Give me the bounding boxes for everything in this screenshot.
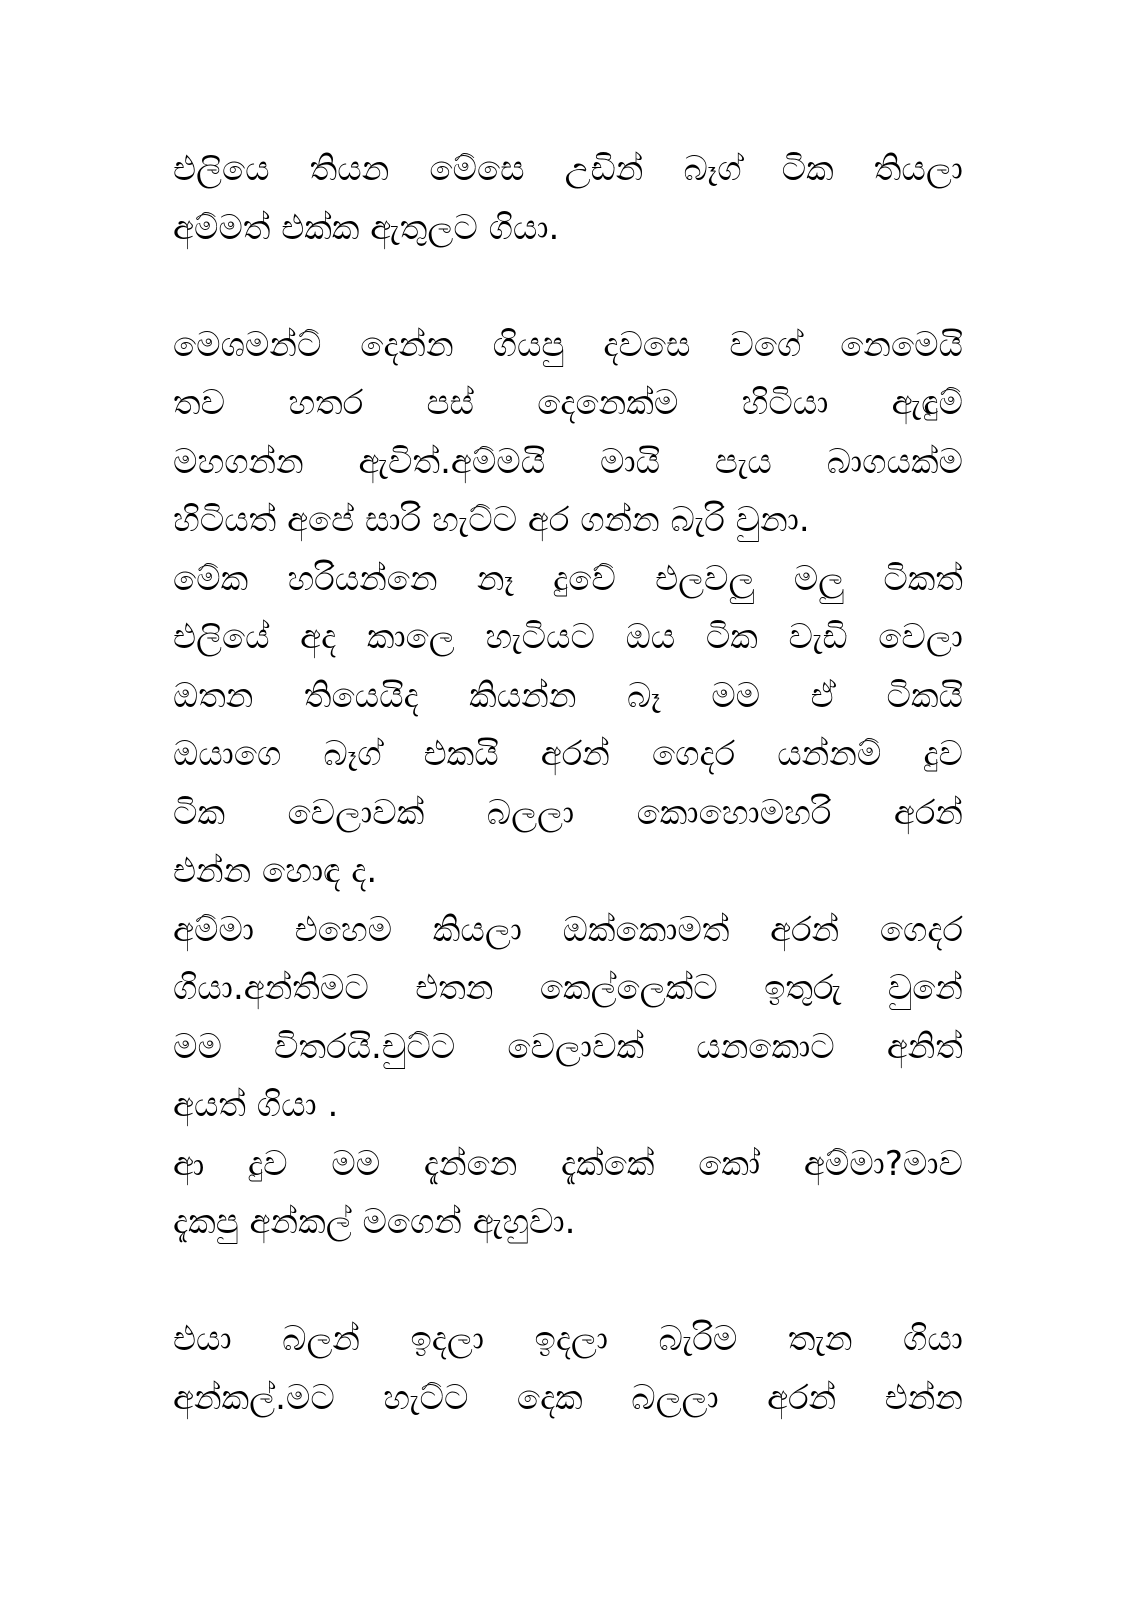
paragraph-gap	[173, 1252, 963, 1311]
text-line: ටික වෙලාවක් බලලා කොහොමහරි අරන්	[173, 792, 963, 833]
text-line: එලියේ අද කාලෙ හැටියට ඔය ටික වැඩි වෙලා	[173, 617, 963, 657]
text-line: මෙශමන්ට් දෙන්න ගියපු දවසෙ වගේ නෙමෙයි	[173, 324, 963, 365]
text-line: ඔයාගෙ බෑග් එකයි අරන් ගෙදර යන්නම් දුව	[173, 734, 963, 774]
paragraph	[173, 1135, 963, 1252]
text-line: මම විතරයි.චුට්ට වෙලාවක් යනකොට අනිත්	[173, 1026, 963, 1067]
text-line: අන්කල්.මට හැට්ට දෙක බලලා අරන් එන්න	[173, 1377, 963, 1418]
text-line: ඔතන තියෙයිද කියන්න බෑ මම ඒ ටිකයි	[173, 675, 963, 716]
text-line: තව හතර පස් දෙනෙක්ම හිටියා ඇඳුම්	[173, 383, 963, 423]
paragraph-gap	[173, 257, 963, 316]
text-line: ආ දුව මම දැන්නෙ දැක්කේ කෝ අම්මා?මාව	[173, 1143, 963, 1184]
paragraph	[173, 316, 963, 901]
text-line: මේක හරියන්නෙ නෑ දුවේ එලවලු මලු ටිකත්	[173, 558, 963, 599]
story-text	[173, 140, 963, 1427]
text-line: අයත් ගියා .	[173, 1085, 339, 1125]
text-line: එන්න හොඳ ද.	[173, 851, 378, 891]
text-line: මහගන්න ඇවිත්.අම්මයි මායි පැය බාගයක්ම	[173, 441, 963, 482]
paragraph	[173, 140, 963, 257]
text-line: දැකපු අන්කල් මගෙන් ඇහුවා.	[173, 1202, 576, 1242]
text-line: හිටියත් අපේ සාරි හැට්ට අර ගන්න බැරි වුනා.	[173, 500, 810, 540]
text-line: එයා බලන් ඉදලා ඉදලා බැරිම තැන ගියා	[173, 1319, 963, 1359]
text-line: එලියෙ තියන මේසෙ උඩින් බෑග් ටික තියලා	[173, 149, 963, 189]
text-line: ගියා.අන්තිමට එතන කෙල්ලෙක්ට ඉතුරු වුනේ	[173, 968, 963, 1008]
paragraph	[173, 901, 963, 1135]
paragraph	[173, 1310, 963, 1427]
text-line: අම්මා එහෙම කියලා ඔක්කොමත් අරන් ගෙදර	[173, 909, 963, 950]
text-line: අම්මත් එක්ක ඇතුලට ගියා.	[173, 207, 560, 248]
